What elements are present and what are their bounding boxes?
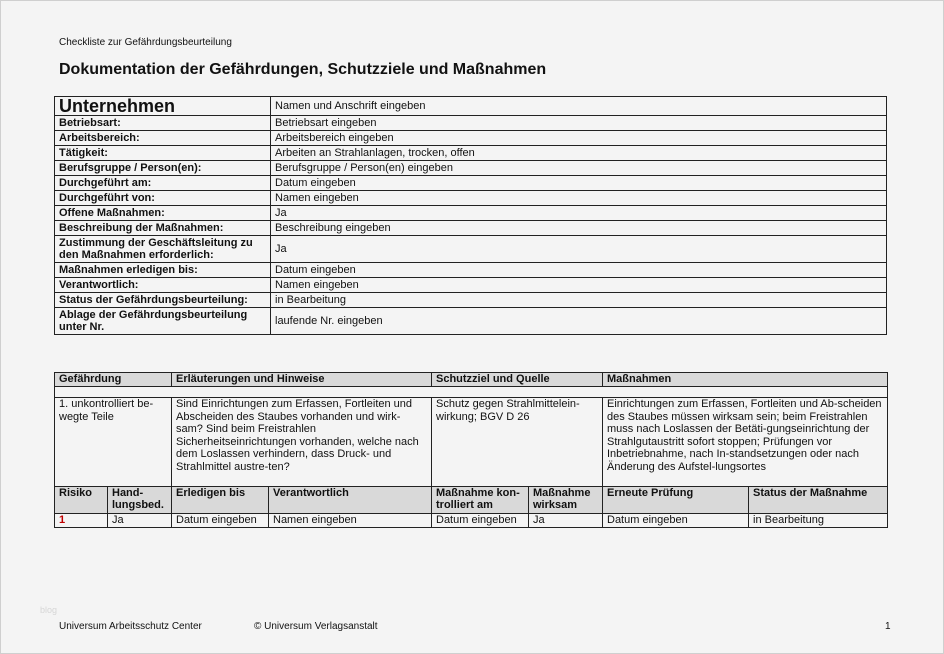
header-status: Status der Maßnahme [749,487,888,514]
info-value[interactable]: Betriebsart eingeben [271,116,887,131]
measure-header-row [55,487,888,514]
info-label: Durchgeführt von: [55,191,271,206]
info-value[interactable]: Arbeiten an Strahlanlagen, trocken, offen [271,146,887,161]
header-verantwortlich: Verantwortlich [269,487,432,514]
page-number: 1 [885,621,891,632]
info-value[interactable]: Ja [271,236,887,263]
risk-value[interactable]: 1 [55,514,108,528]
info-label: Arbeitsbereich: [55,131,271,146]
info-row [55,221,887,236]
kontrolliert-am-value[interactable]: Datum eingeben [432,514,529,528]
info-value[interactable]: Beschreibung eingeben [271,221,887,236]
info-label: Maßnahmen erledigen bis: [55,263,271,278]
verantwortlich-value[interactable]: Namen eingeben [269,514,432,528]
info-value[interactable]: Datum eingeben [271,263,887,278]
company-row [55,97,887,116]
company-label: Unternehmen [55,97,271,116]
page-title: Dokumentation der Gefährdungen, Schutzziele und Maßnahmen [59,61,547,78]
info-value[interactable]: Namen eingeben [271,278,887,293]
spacer-cell [55,387,888,398]
info-row [55,176,887,191]
info-label: Durchgeführt am: [55,176,271,191]
status-value[interactable]: in Bearbeitung [749,514,888,528]
info-label: Ablage der Gefährdungsbeurteilung unter Nr. [55,308,271,335]
header-schutzziel: Schutzziel und Quelle [432,373,603,387]
massnahmen-cell[interactable]: Einrichtungen zum Erfassen, Fortleiten und Ab-scheiden des Staubes müssen wirksam sein; beim Freistrahlen muss nach Loslassen der Betäti-gungseinrichtung der Strahlgutaustritt sofort stoppen; Prüfungen vor Inbetriebnahme, nach In-standsetzungen oder nach Änderung des Aufstel-lungsortes [603,398,888,487]
schutzziel-cell[interactable]: Schutz gegen Strahlmittelein-wirkung; BGV D 26 [432,398,603,487]
measure-value-row [55,514,888,528]
watermark: blog [40,605,58,615]
document-subtitle: Checkliste zur Gefährdungsbeurteilung [59,37,232,48]
info-row [55,131,887,146]
header-massnahmen: Maßnahmen [603,373,888,387]
info-label: Beschreibung der Maßnahmen: [55,221,271,236]
info-label: Status der Gefährdungsbeurteilung: [55,293,271,308]
hazard-header-row [55,373,888,387]
info-value[interactable]: Namen eingeben [271,191,887,206]
header-erneute-pruefung: Erneute Prüfung [603,487,749,514]
header-gefaehrdung: Gefährdung [55,373,172,387]
info-value[interactable]: Ja [271,206,887,221]
info-row [55,263,887,278]
info-label: Zustimmung der Geschäftsleitung zu den Maßnahmen erforderlich: [55,236,271,263]
info-row [55,293,887,308]
info-label: Verantwortlich: [55,278,271,293]
handlungsbedarf-value[interactable]: Ja [108,514,172,528]
info-label: Betriebsart: [55,116,271,131]
info-value[interactable]: Datum eingeben [271,176,887,191]
info-value[interactable]: in Bearbeitung [271,293,887,308]
hazard-content-row [55,398,888,487]
header-erlaeuterungen: Erläuterungen und Hinweise [172,373,432,387]
info-value[interactable]: laufende Nr. eingeben [271,308,887,335]
info-value[interactable]: Arbeitsbereich eingeben [271,131,887,146]
header-wirksam: Maßnahme wirksam [529,487,603,514]
hazard-table [54,372,888,528]
erlaeuterungen-cell[interactable]: Sind Einrichtungen zum Erfassen, Fortleiten und Abscheiden des Staubes vorhanden und wirk-sam? Sind beim Freistrahlen Sicherheitseinrichtungen vorhanden, welche nach dem Loslassen verhindern, dass Druck- und Strahlmittel austre-ten? [172,398,432,487]
info-row [55,116,887,131]
info-row [55,146,887,161]
erneute-pruefung-value[interactable]: Datum eingeben [603,514,749,528]
erledigen-bis-value[interactable]: Datum eingeben [172,514,269,528]
gefaehrdung-cell[interactable]: 1. unkontrolliert be-wegte Teile [55,398,172,487]
company-info-table [54,96,887,335]
header-handlungsbedarf: Hand-lungsbed. [108,487,172,514]
header-erledigen-bis: Erledigen bis [172,487,269,514]
info-row [55,278,887,293]
info-row [55,308,887,335]
info-row [55,206,887,221]
footer-center: © Universum Verlagsanstalt [254,621,378,632]
info-row [55,236,887,263]
info-row [55,161,887,176]
spacer-row [55,387,888,398]
header-risiko: Risiko [55,487,108,514]
info-row [55,191,887,206]
wirksam-value[interactable]: Ja [529,514,603,528]
info-value[interactable]: Berufsgruppe / Person(en) eingeben [271,161,887,176]
info-label: Offene Maßnahmen: [55,206,271,221]
header-kontrolliert-am: Maßnahme kon-trolliert am [432,487,529,514]
footer-left: Universum Arbeitsschutz Center [59,621,202,632]
info-label: Tätigkeit: [55,146,271,161]
info-label: Berufsgruppe / Person(en): [55,161,271,176]
company-value[interactable]: Namen und Anschrift eingeben [271,97,887,116]
